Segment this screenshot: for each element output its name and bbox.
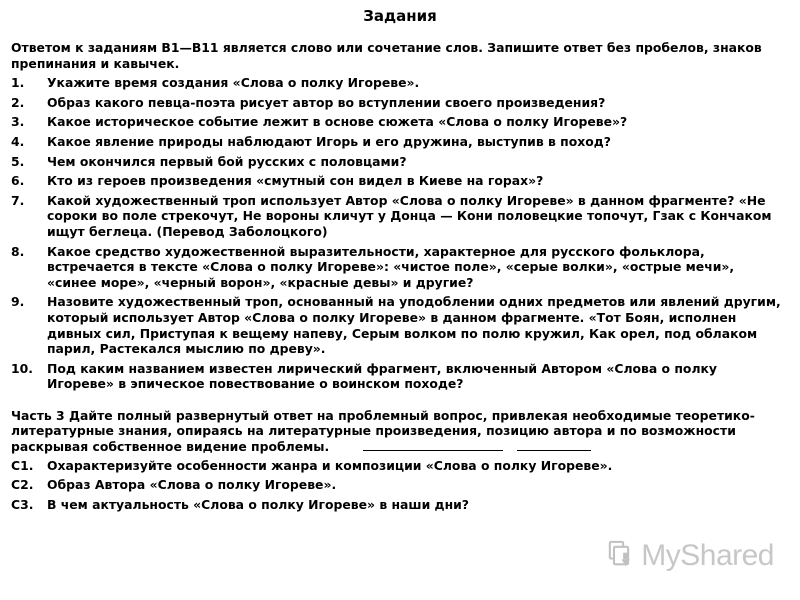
answer-blank — [363, 439, 503, 451]
part3-text: Часть 3 Дайте полный развернутый ответ на проблемный вопрос, привлекая необходимые теоретико-литературные знания, опираясь на литературные произведения, позицию автора и по возможности раскрывая собственное видение проблемы. — [11, 407, 755, 455]
answer-blank — [517, 439, 591, 451]
item-number: 4. — [11, 133, 25, 149]
part3-paragraph — [11, 408, 781, 455]
list-item — [11, 458, 781, 474]
item-text: Какое средство художественной выразительности, характерное для русского фольклора, встречается в тексте «Слова о полку Игореве»: «чистое поле», «серые волки», «острые мечи», «синее море», «черный ворон», «красные девы» и другие? — [47, 243, 735, 290]
item-number: С1. — [11, 457, 34, 473]
item-number: 1. — [11, 75, 25, 91]
intro-text: Ответом к заданиям В1—В11 является слово или сочетание слов. Запишите ответ без пробелов, знаков препинания и кавычек. — [11, 40, 762, 71]
list-item — [11, 173, 781, 189]
list-item — [11, 193, 781, 240]
item-text: Образ какого певца-поэта рисует автор во вступлении своего произведения? — [47, 94, 606, 110]
item-text: Какой художественный троп использует Автор «Слова о полку Игореве» в данном фрагменте? «Не сороки во поле стрекочут, Не вороны кличут у Донца — Кони половецкие топочут, Гзак с Кончаком ищут беглеца. (Перевод Заболоцкого) — [47, 192, 772, 239]
item-number: 7. — [11, 192, 25, 208]
c-question-list — [11, 458, 781, 513]
item-text: Укажите время создания «Слова о полку Игореве». — [47, 75, 420, 91]
question-list — [11, 75, 781, 392]
list-item — [11, 134, 781, 150]
content — [11, 40, 781, 516]
list-item — [11, 244, 781, 291]
item-number: 2. — [11, 94, 25, 110]
item-text: В чем актуальность «Слова о полку Игореве» в наши дни? — [47, 496, 469, 512]
watermark-text: MyShared — [641, 539, 774, 572]
item-text: Какое явление природы наблюдают Игорь и его дружина, выступив в поход? — [47, 133, 611, 149]
item-number: 9. — [11, 294, 25, 310]
watermark — [604, 534, 774, 578]
item-number: 6. — [11, 173, 25, 189]
item-text: Чем окончился первый бой русских с половцами? — [47, 153, 407, 169]
list-item — [11, 477, 781, 493]
item-number: 8. — [11, 243, 25, 259]
list-item — [11, 497, 781, 513]
item-number: С2. — [11, 477, 34, 493]
item-text: Образ Автора «Слова о полку Игореве». — [47, 477, 337, 493]
myshared-logo-icon — [604, 536, 637, 576]
item-text: Какое историческое событие лежит в основе сюжета «Слова о полку Игореве»? — [47, 114, 628, 130]
list-item — [11, 294, 781, 356]
list-item — [11, 95, 781, 111]
list-item — [11, 75, 781, 91]
list-item — [11, 154, 781, 170]
item-number: С3. — [11, 496, 34, 512]
item-text: Под каким названием известен лирический фрагмент, включенный Автором «Слова о полку Игореве» в эпическое повествование о воинском походе? — [47, 360, 718, 392]
list-item — [11, 114, 781, 130]
list-item — [11, 361, 781, 392]
item-text: Кто из героев произведения «смутный сон видел в Киеве на горах»? — [47, 173, 544, 189]
item-text: Охарактеризуйте особенности жанра и композиции «Слова о полку Игореве». — [47, 457, 613, 473]
item-number: 10. — [11, 360, 33, 376]
item-number: 3. — [11, 114, 25, 130]
item-text: Назовите художественный троп, основанный на уподоблении одних предметов или явлений другим, который использует Автор «Слова о полку Игореве» в данном фрагменте. «Тот Боян, исполнен дивных сил, Приступая к вещему напеву, Серым волком по полю кружил, Как орел, под облаком парил, Растекался мыслию по древу». — [47, 294, 781, 357]
item-number: 5. — [11, 153, 25, 169]
page-title: Задания — [363, 7, 437, 25]
